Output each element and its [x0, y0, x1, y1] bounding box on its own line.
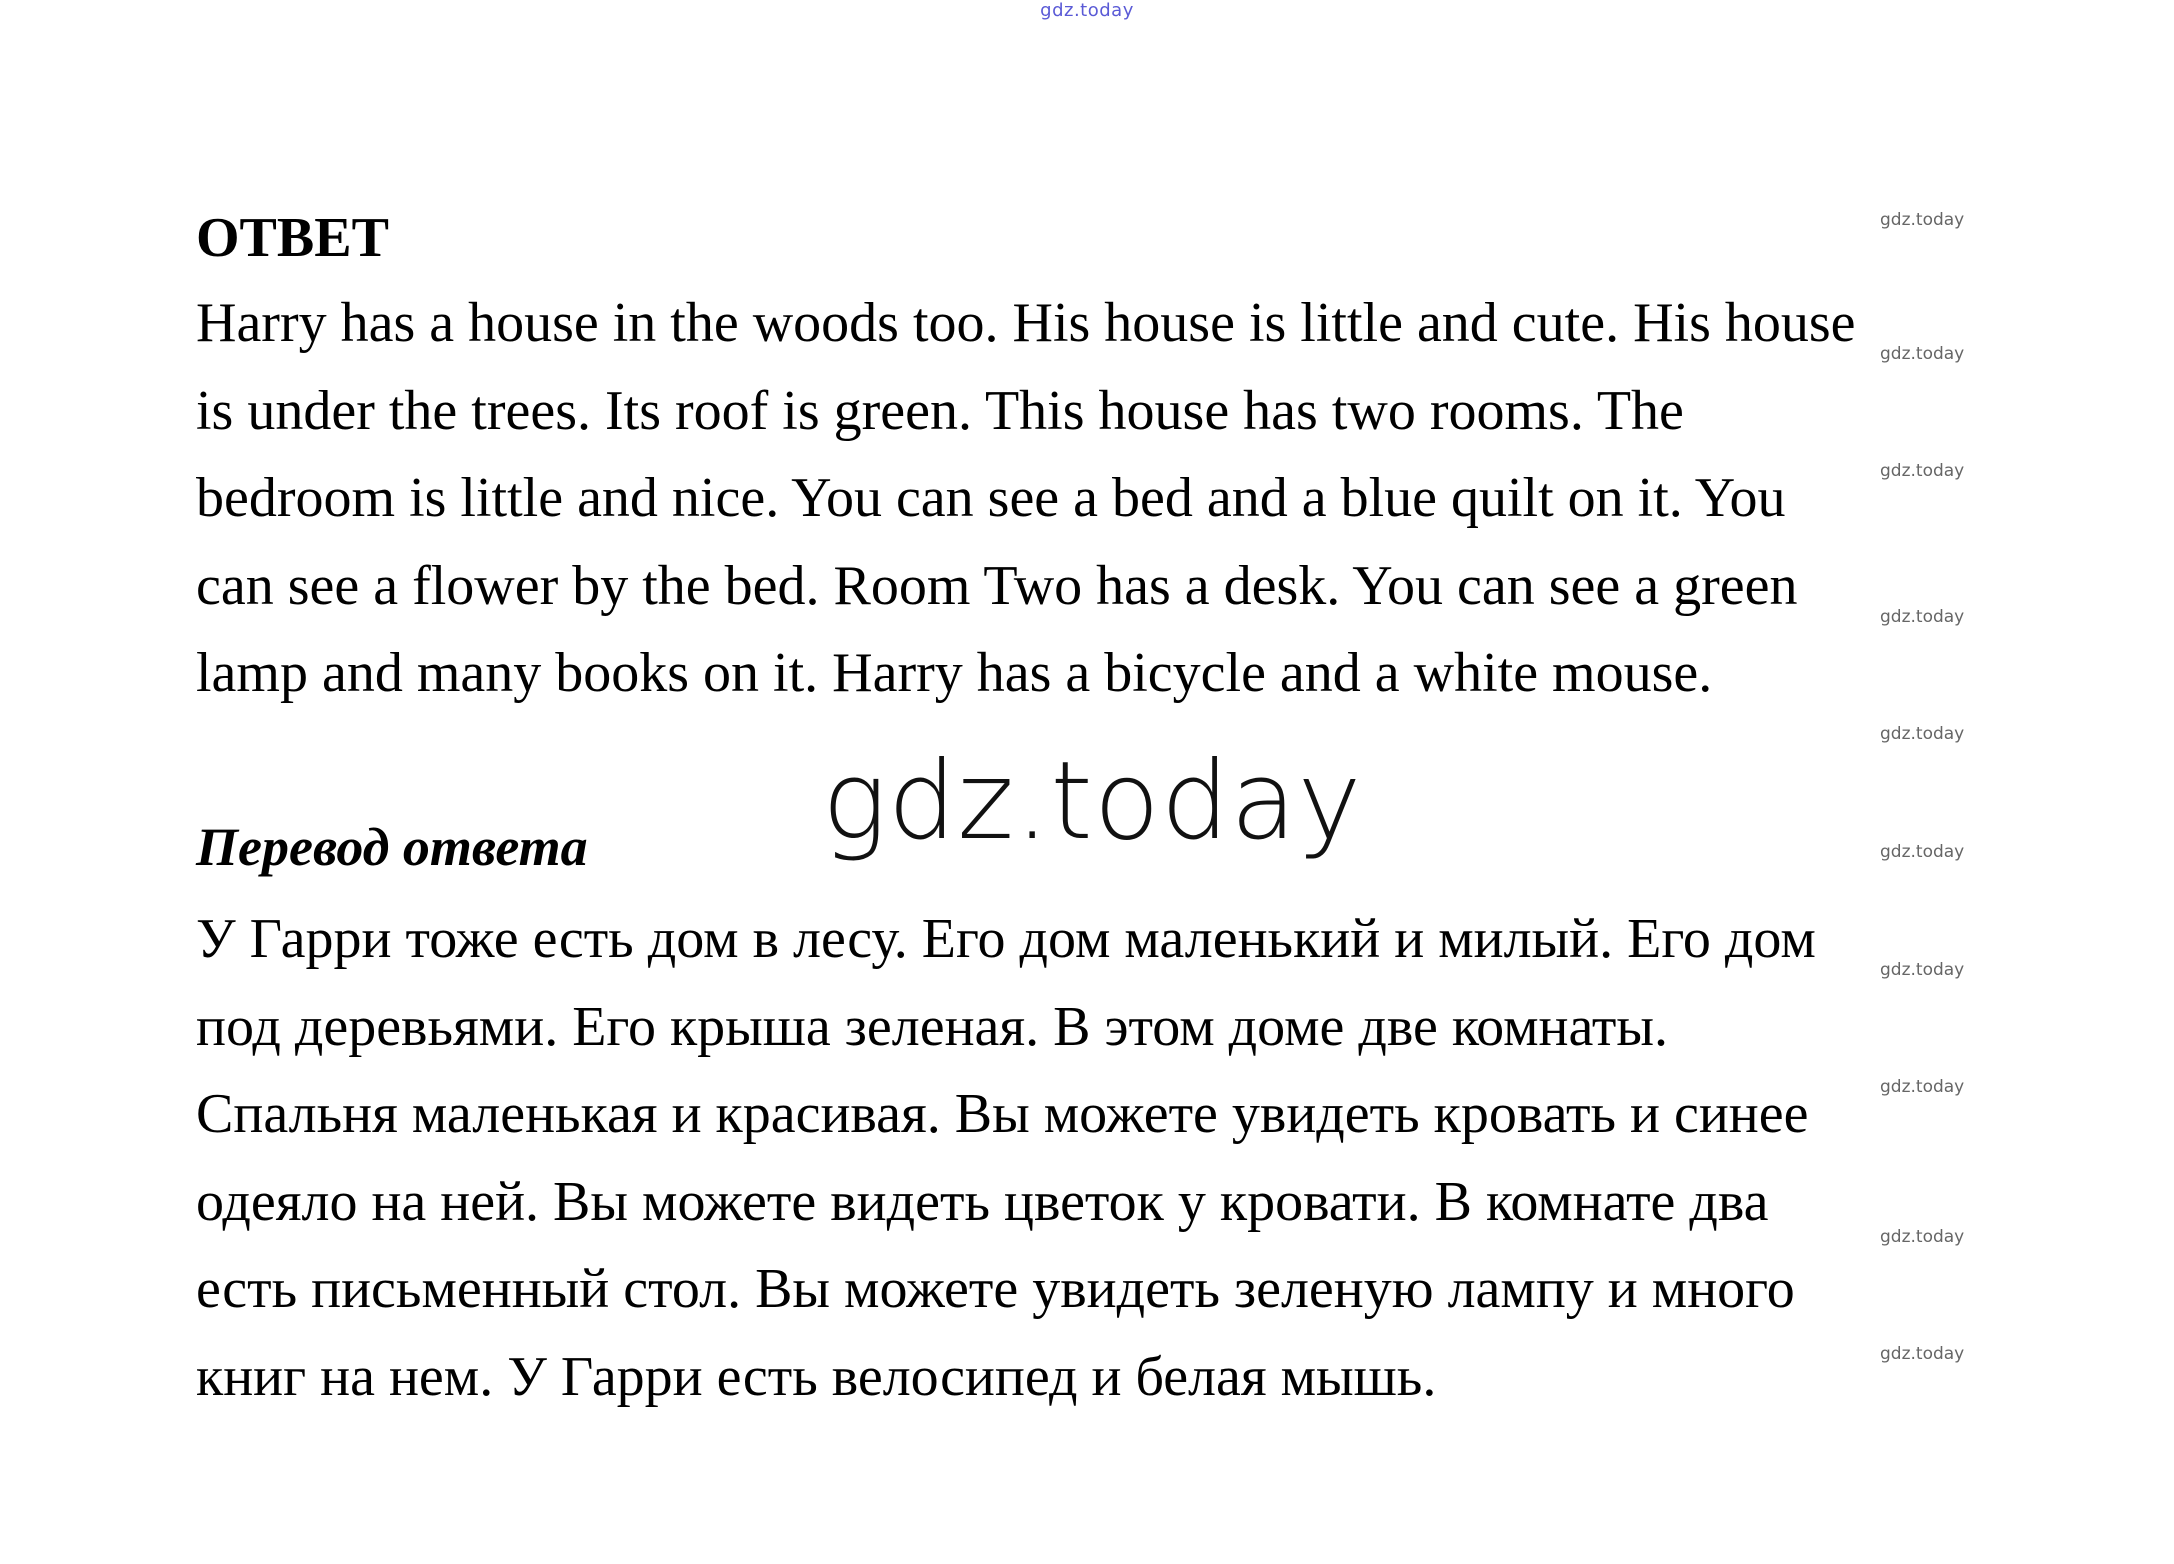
side-watermark: gdz.today [1880, 1227, 1965, 1247]
side-watermark: gdz.today [1880, 1077, 1965, 1097]
side-watermark: gdz.today [1880, 461, 1965, 481]
answer-line: is under the trees. Its roof is green. This house has two rooms. The [196, 379, 1684, 442]
answer-heading: ОТВЕТ [196, 207, 389, 269]
answer-line: lamp and many books on it. Harry has a bicycle and a white mouse. [196, 642, 1713, 704]
translation-line: Спальня маленькая и красивая. Вы можете увидеть кровать и синее [196, 1083, 1809, 1145]
top-watermark: gdz.today [1040, 0, 1134, 21]
center-watermark: gdz.today [822, 739, 1363, 864]
side-watermark: gdz.today [1880, 960, 1965, 980]
side-watermark: gdz.today [1880, 210, 1965, 230]
translation-heading: Перевод ответа [196, 817, 588, 877]
answer-line: can see a flower by the bed. Room Two has a desk. You can see a green [196, 554, 1798, 617]
side-watermark: gdz.today [1880, 842, 1965, 862]
side-watermark: gdz.today [1880, 724, 1965, 744]
side-watermark: gdz.today [1880, 344, 1965, 364]
translation-line: книг на нем. У Гарри есть велосипед и белая мышь. [196, 1345, 1437, 1408]
side-watermark: gdz.today [1880, 1344, 1965, 1364]
side-watermark: gdz.today [1880, 607, 1965, 627]
answer-text [196, 280, 1996, 718]
answer-line: bedroom is little and nice. You can see a bed and a blue quilt on it. You [196, 467, 1786, 529]
translation-line: под деревьями. Его крыша зеленая. В этом доме две комнаты. [196, 995, 1669, 1058]
translation-text [196, 896, 1996, 1421]
translation-line: есть письменный стол. Вы можете увидеть зеленую лампу и много [196, 1258, 1795, 1320]
answer-line: Harry has a house in the woods too. His house is little and cute. His house [196, 292, 1856, 354]
translation-line: одеяло на ней. Вы можете видеть цветок у кровати. В комнате два [196, 1170, 1769, 1233]
translation-line: У Гарри тоже есть дом в лесу. Его дом маленький и милый. Его дом [196, 908, 1816, 970]
